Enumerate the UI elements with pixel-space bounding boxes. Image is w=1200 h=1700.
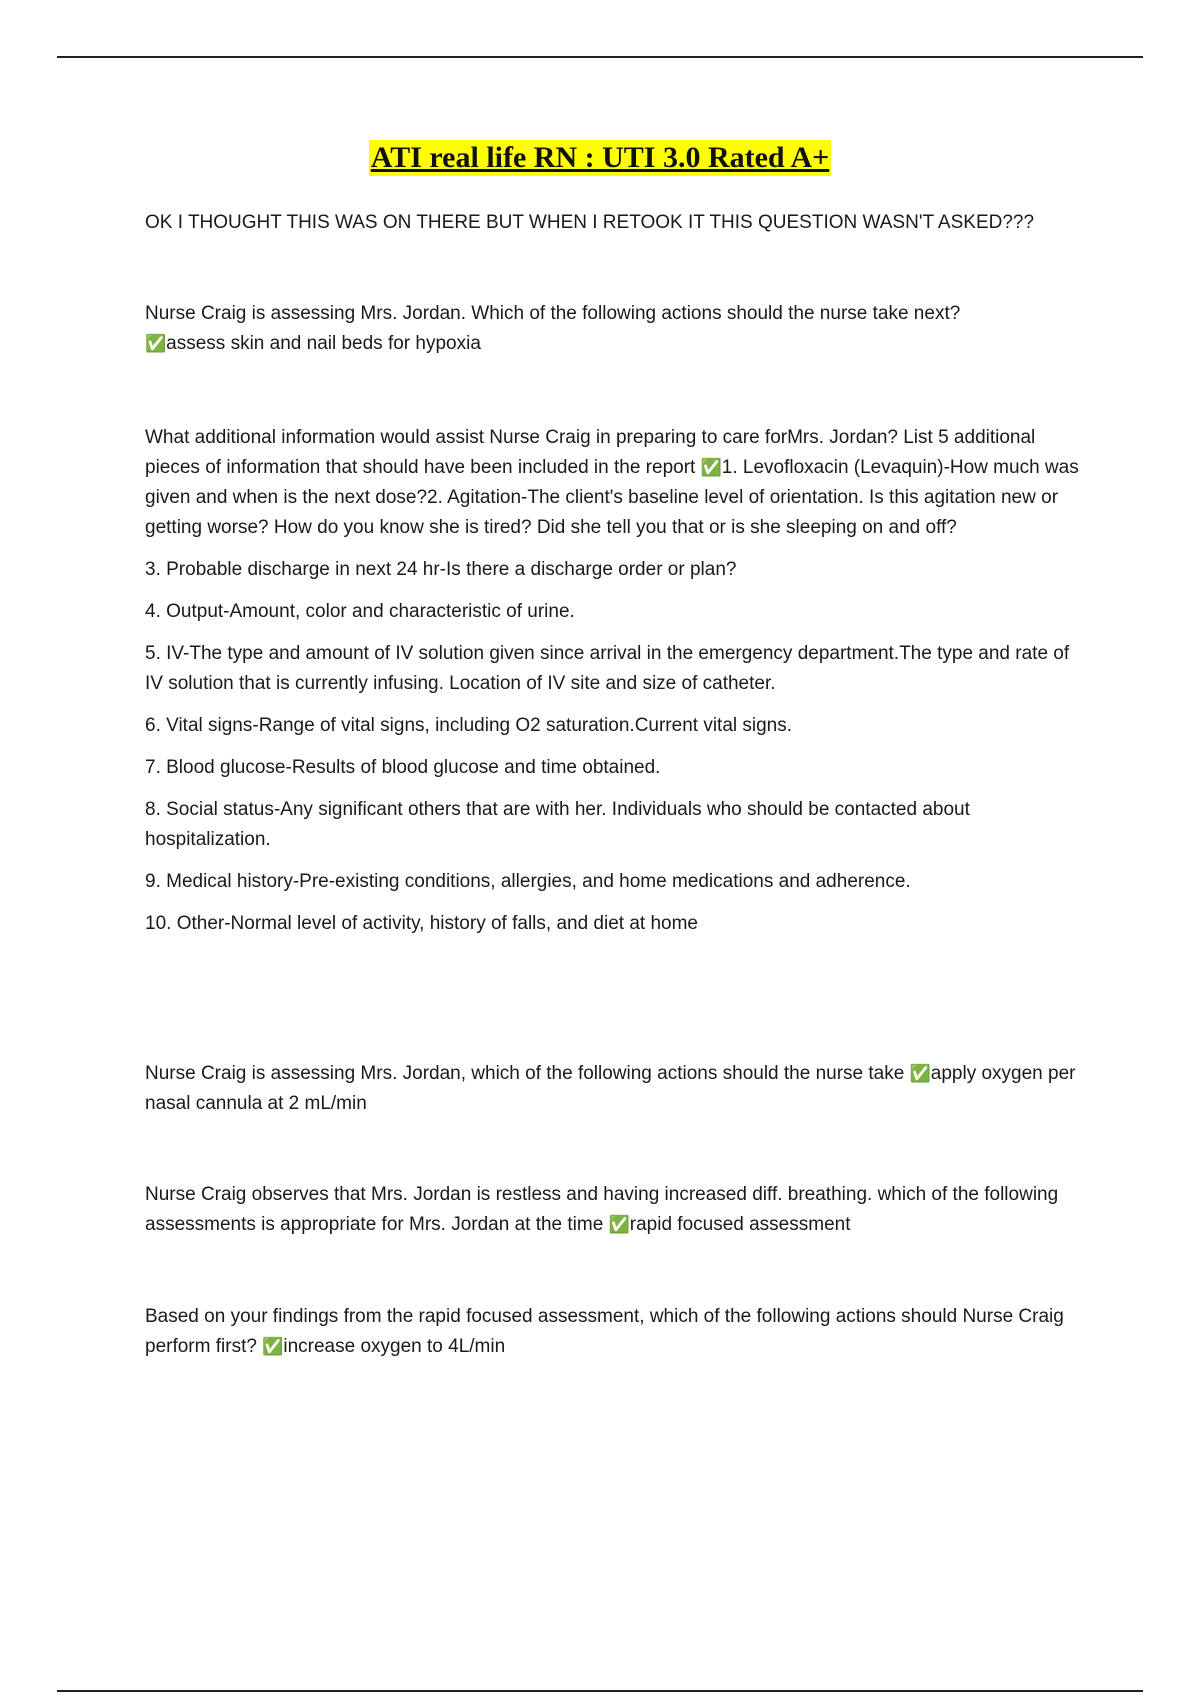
list-item: 5. IV-The type and amount of IV solution given since arrival in the emergency department.The type and rate of IV solution that is currently infusing. Location of IV site and size of catheter. (145, 643, 1070, 694)
question-block-3 (145, 1059, 1080, 1119)
note-text: OK I THOUGHT THIS WAS ON THERE BUT WHEN I RETOOK IT THIS QUESTION WASN'T ASKED??? (145, 212, 1035, 233)
list-item: 8. Social status-Any significant others that are with her. Individuals who should be contacted about hospitalization. (145, 799, 970, 850)
question-block-4 (145, 1180, 1080, 1240)
list-item: 3. Probable discharge in next 24 hr-Is there a discharge order or plan? (145, 559, 737, 580)
bottom-rule (57, 1690, 1143, 1692)
answer-4-text: rapid focused assessment (629, 1214, 851, 1235)
top-rule (57, 56, 1143, 58)
retake-note (145, 208, 1080, 238)
check-icon: ✅ (909, 1064, 931, 1084)
answer-3-text: apply oxygen per nasal cannula at 2 mL/min (145, 1063, 1076, 1114)
question-text (145, 299, 1080, 359)
check-icon: ✅ (608, 1215, 630, 1235)
check-icon: ✅ (262, 1337, 284, 1357)
question-block-1 (145, 299, 1080, 359)
title-container (0, 140, 1200, 176)
list-item: 9. Medical history-Pre-existing conditions, allergies, and home medications and adherence. (145, 871, 911, 892)
document-title: ATI real life RN : UTI 3.0 Rated A+ (370, 141, 830, 174)
question-5-text: Based on your findings from the rapid focused assessment, which of the following actions should Nurse Craig perform first? (145, 1306, 1064, 1357)
answer-5-text: increase oxygen to 4L/min (283, 1336, 506, 1357)
list-item: 7. Blood glucose-Results of blood glucose and time obtained. (145, 757, 661, 778)
list-item: 6. Vital signs-Range of vital signs, including O2 saturation.Current vital signs. (145, 715, 793, 736)
answer-1-text: assess skin and nail beds for hypoxia (166, 333, 481, 354)
check-icon: ✅ (145, 334, 167, 354)
answer-2-text: 1. Levofloxacin (Levaquin)-How much was given and when is the next dose?2. Agitation-The client's baseline level of orientation. Is this agitation new or getting worse? How do you know she is tired? Did she tell you that or is she sleeping on and off? (145, 457, 1079, 538)
list-item: 10. Other-Normal level of activity, history of falls, and diet at home (145, 913, 698, 934)
question-block-5 (145, 1302, 1080, 1362)
question-2-text: What additional information would assist Nurse Craig in preparing to care forMrs. Jordan? List 5 additional pieces of information that should have been included in the report (145, 427, 1036, 478)
question-block-2 (145, 423, 1080, 939)
check-icon: ✅ (700, 458, 722, 478)
question-1-text: Nurse Craig is assessing Mrs. Jordan. Which of the following actions should the nurse take next? (145, 303, 961, 324)
question-3-text: Nurse Craig is assessing Mrs. Jordan, which of the following actions should the nurse take (145, 1063, 905, 1084)
list-item: 4. Output-Amount, color and characteristic of urine. (145, 601, 575, 622)
question-4-text: Nurse Craig observes that Mrs. Jordan is restless and having increased diff. breathing. which of the following assessments is appropriate for Mrs. Jordan at the time (145, 1184, 1059, 1235)
